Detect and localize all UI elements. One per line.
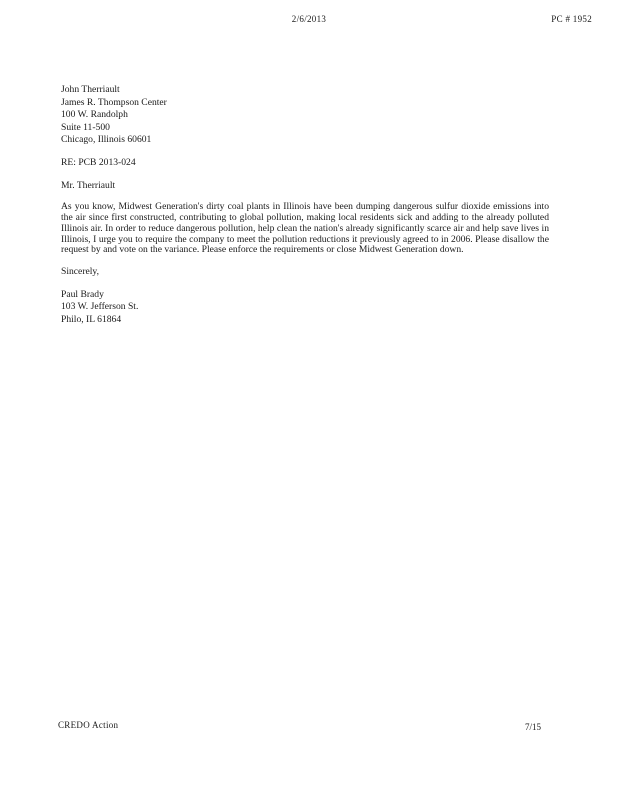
recipient-name: John Therriault xyxy=(61,84,120,95)
header-date: 2/6/2013 xyxy=(291,14,327,24)
letter-body: As you know, Midwest Generation's dirty coal plants in Illinois have been dumping dangerous sulfur dioxide emissions into the air since first constructed, contributing to global pollution, making local residents sick and adding to the already polluted Illinois air. In order to reduce dangerous pollution, help clean the nation's already significantly scarce air and help save lives in Illinois, I urge you to require the company to meet the pollution reductions it previously agreed to in 2006. Please disallow the request by and vote on the variance. Please enforce the requirements or close Midwest Generation down. xyxy=(61,201,549,256)
recipient-city: Chicago, Illinois 60601 xyxy=(61,134,152,146)
sender-city: Philo, IL 61864 xyxy=(61,313,122,325)
sender-name: Paul Brady xyxy=(61,288,104,300)
recipient-suite: Suite 11-500 xyxy=(61,121,110,133)
salutation: Mr. Therriault xyxy=(61,179,116,191)
sender-signature-block xyxy=(61,289,549,327)
header-pc-number: PC # 1952 xyxy=(551,14,592,24)
footer-page-number: 7/15 xyxy=(524,722,541,732)
reference-line: RE: PCB 2013-024 xyxy=(61,156,136,168)
footer-source: CREDO Action xyxy=(58,720,119,730)
letter-content xyxy=(61,84,549,337)
recipient-organization: James R. Thompson Center xyxy=(61,96,167,108)
closing: Sincerely, xyxy=(61,266,100,278)
recipient-street: 100 W. Randolph xyxy=(61,109,128,121)
sender-street: 103 W. Jefferson St. xyxy=(61,301,139,313)
recipient-address xyxy=(61,84,549,147)
